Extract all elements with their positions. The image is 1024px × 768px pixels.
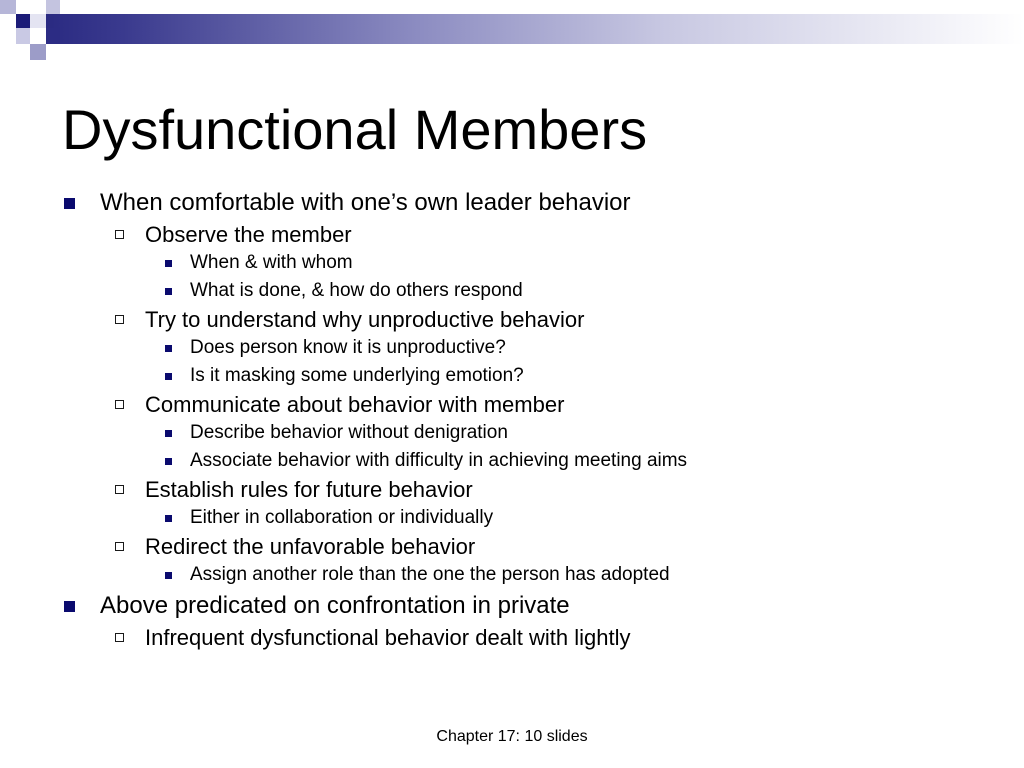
- decor-square: [30, 14, 46, 28]
- bullet-text: When comfortable with one’s own leader behavior: [100, 189, 631, 216]
- decor-square: [0, 28, 16, 44]
- decor-square: [46, 28, 60, 44]
- bullet-text: Assign another role than the one the person has adopted: [190, 564, 670, 585]
- decor-square: [30, 0, 46, 14]
- hollow-square-bullet-icon: [115, 633, 124, 642]
- bullet-item-level-2: [0, 305, 1024, 334]
- bullet-item-level-2: [0, 475, 1024, 504]
- bullet-item-level-3: [0, 362, 1024, 390]
- bullet-item-level-2: [0, 220, 1024, 249]
- bullet-text: Above predicated on confrontation in private: [100, 592, 570, 619]
- bullet-text: Is it masking some underlying emotion?: [190, 365, 524, 386]
- bullet-text: Establish rules for future behavior: [145, 477, 473, 502]
- filled-square-bullet-icon: [165, 345, 172, 352]
- filled-square-bullet-icon: [165, 430, 172, 437]
- bullet-text: What is done, & how do others respond: [190, 280, 523, 301]
- bullet-text: Associate behavior with difficulty in achieving meeting aims: [190, 450, 688, 471]
- filled-square-bullet-icon: [64, 198, 75, 209]
- bullet-item-level-3: [0, 277, 1024, 305]
- bullet-list: [0, 186, 1024, 652]
- bullet-item-level-2: [0, 532, 1024, 561]
- header-gradient-band: [0, 14, 1024, 44]
- bullet-item-level-3: [0, 419, 1024, 447]
- bullet-item-level-3: [0, 334, 1024, 362]
- bullet-item-level-1: [0, 186, 1024, 220]
- bullet-item-level-3: [0, 504, 1024, 532]
- slide-footer: Chapter 17: 10 slides: [436, 728, 588, 745]
- bullet-text: Redirect the unfavorable behavior: [145, 534, 476, 559]
- filled-square-bullet-icon: [165, 260, 172, 267]
- filled-square-bullet-icon: [64, 601, 75, 612]
- hollow-square-bullet-icon: [115, 230, 124, 239]
- bullet-item-level-3: [0, 447, 1024, 475]
- hollow-square-bullet-icon: [115, 315, 124, 324]
- bullet-text: Observe the member: [145, 222, 352, 247]
- decor-square: [0, 0, 16, 14]
- bullet-item-level-1: [0, 589, 1024, 623]
- decor-square: [30, 28, 46, 44]
- decor-square: [30, 44, 46, 60]
- hollow-square-bullet-icon: [115, 400, 124, 409]
- bullet-text: Describe behavior without denigration: [190, 422, 508, 443]
- filled-square-bullet-icon: [165, 288, 172, 295]
- decor-square: [0, 14, 16, 28]
- decor-square: [16, 14, 30, 28]
- bullet-text: Communicate about behavior with member: [145, 392, 565, 417]
- bullet-item-level-2: [0, 390, 1024, 419]
- bullet-text: Infrequent dysfunctional behavior dealt with lightly: [145, 625, 631, 650]
- filled-square-bullet-icon: [165, 373, 172, 380]
- bullet-item-level-3: [0, 561, 1024, 589]
- bullet-item-level-3: [0, 249, 1024, 277]
- bullet-text: Does person know it is unproductive?: [190, 337, 506, 358]
- decor-square: [16, 28, 30, 44]
- slide-title: Dysfunctional Members: [62, 98, 648, 161]
- bullet-text: When & with whom: [190, 252, 353, 273]
- hollow-square-bullet-icon: [115, 485, 124, 494]
- bullet-text: Try to understand why unproductive behavior: [145, 307, 585, 332]
- bullet-item-level-2: [0, 623, 1024, 652]
- filled-square-bullet-icon: [165, 572, 172, 579]
- decor-square: [46, 0, 60, 14]
- bullet-text: Either in collaboration or individually: [190, 507, 494, 528]
- filled-square-bullet-icon: [165, 515, 172, 522]
- filled-square-bullet-icon: [165, 458, 172, 465]
- hollow-square-bullet-icon: [115, 542, 124, 551]
